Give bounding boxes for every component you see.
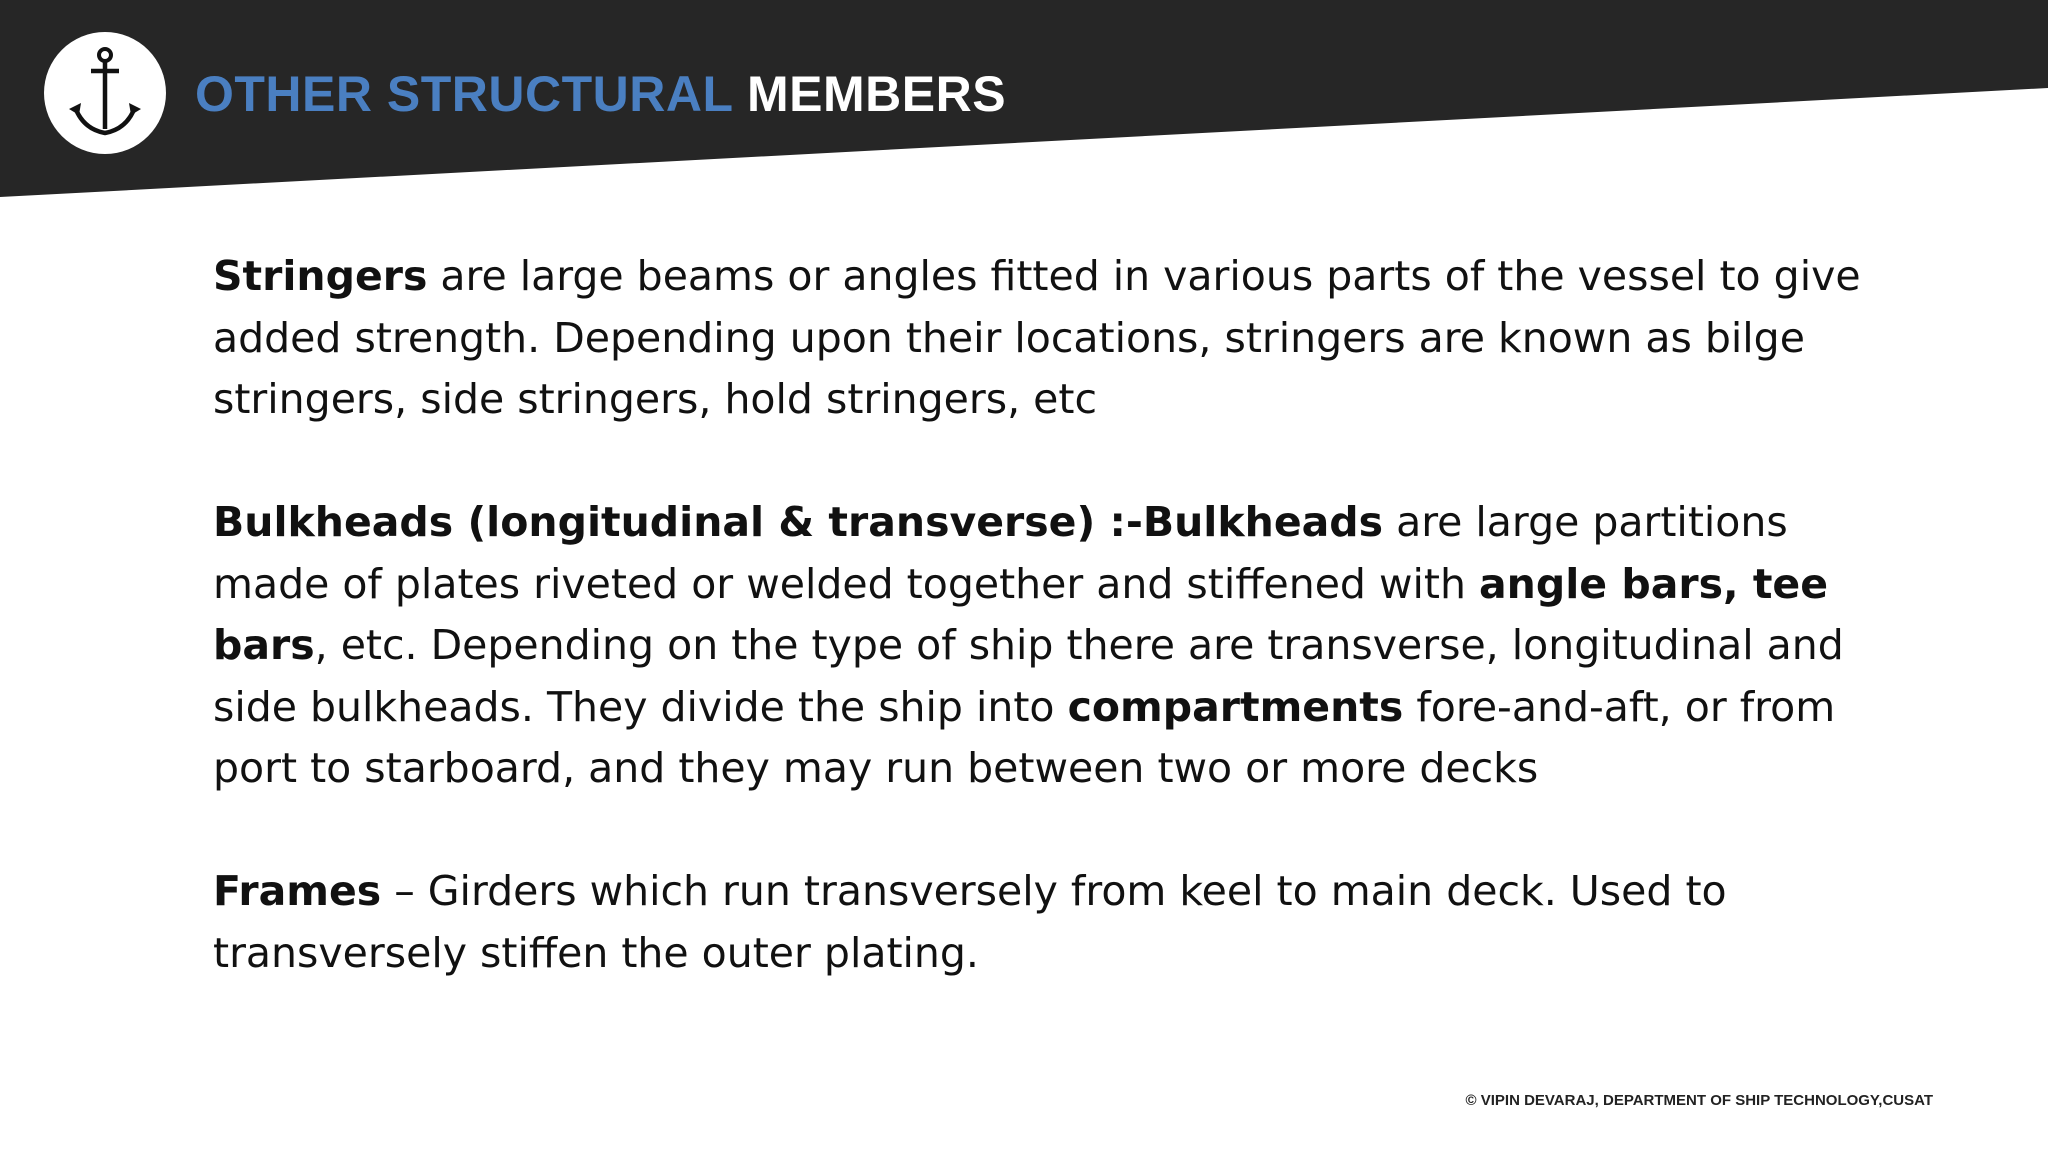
logo — [44, 32, 166, 154]
anchor-icon — [65, 43, 145, 143]
bold-compartments: compartments — [1067, 682, 1404, 731]
text-bulkheads-2: , etc. Depending on the type of ship there are transverse, longitudinal and side bulkheads. They divide the ship into — [213, 621, 1844, 731]
term-stringers: Stringers — [213, 252, 428, 300]
copyright-footer: © VIPIN DEVARAJ, DEPARTMENT OF SHIP TECHNOLOGY,CUSAT — [1465, 1092, 1933, 1109]
paragraph-bulkheads — [213, 492, 1913, 800]
term-bulkheads: Bulkheads (longitudinal & transverse) :-Bulkheads — [213, 498, 1384, 546]
title-main: MEMBERS — [747, 66, 1007, 122]
text-bulkheads-1: are large partitions made of plates riveted or welded together and stiffened with — [213, 498, 1788, 608]
title-accent: OTHER STRUCTURAL — [195, 66, 733, 122]
paragraph-frames — [213, 861, 1913, 984]
page-title — [195, 64, 1006, 124]
text-stringers: are large beams or angles fitted in various parts of the vessel to give added strength. Depending upon their locations, stringers are known as bilge stringers, side stringers, hold stringers, etc — [213, 252, 1861, 423]
bold-angle-bars: angle bars, tee bars — [213, 559, 1829, 669]
text-bulkheads-3: fore-and-aft, or from port to starboard, and they may run between two or more decks — [213, 682, 1836, 792]
text-frames: – Girders which run transversely from keel to main deck. Used to transversely stiffen the outer plating. — [213, 867, 1727, 977]
paragraph-stringers — [213, 246, 1913, 431]
term-frames: Frames — [213, 867, 382, 915]
body-content — [213, 246, 1913, 1046]
